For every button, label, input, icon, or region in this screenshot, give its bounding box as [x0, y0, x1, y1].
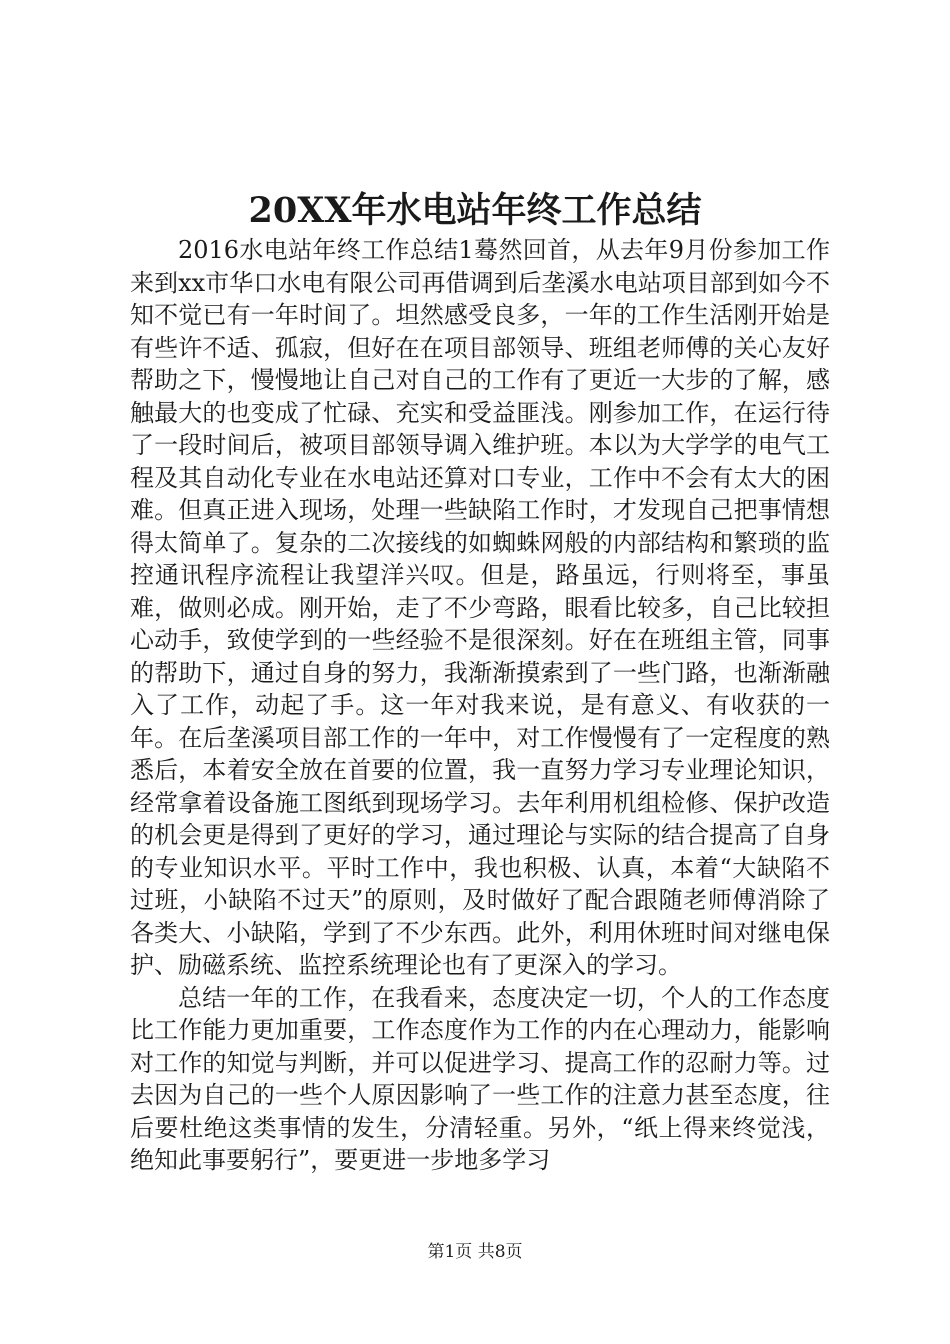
document-title: 20XX年水电站年终工作总结 [248, 190, 702, 231]
page-number-footer: 第1页 共8页 [427, 1242, 523, 1262]
document-body [130, 234, 830, 1177]
paragraph-1: 2016水电站年终工作总结1蓦然回首，从去年9月份参加工作来到xx市华口水电有限公司再借调到后垄溪水电站项目部到如今不知不觉已有一年时间了。坦然感受良多，一年的工作生活刚开始是有些许不适、孤寂，但好在在项目部领导、班组老师傅的关心友好帮助之下，慢慢地让自己对自己的工作有了更近一大步的了解，感触最大的也变成了忙碌、充实和受益匪浅。刚参加工作，在运行待了一段时间后，被项目部领导调入维护班。本以为大学学的电气工程及其自动化专业在水电站还算对口专业，工作中不会有太大的困难。但真正进入现场，处理一些缺陷工作时，才发现自己把事情想得太简单了。复杂的二次接线的如蜘蛛网般的内部结构和繁琐的监控通讯程序流程让我望洋兴叹。但是，路虽远，行则将至，事虽难，做则必成。刚开始，走了不少弯路，眼看比较多，自己比较担心动手，致使学到的一些经验不是很深刻。好在在班组主管，同事的帮助下，通过自身的努力，我渐渐摸索到了一些门路，也渐渐融入了工作，动起了手。这一年对我来说，是有意义、有收获的一年。在后垄溪项目部工作的一年中，对工作慢慢有了一定程度的熟悉后，本着安全放在首要的位置，我一直努力学习专业理论知识，经常拿着设备施工图纸到现场学习。去年利用机组检修、保护改造的机会更是得到了更好的学习，通过理论与实际的结合提高了自身的专业知识水平。平时工作中，我也积极、认真，本着“大缺陷不过班，小缺陷不过天”的原则，及时做好了配合跟随老师傅消除了各类大、小缺陷，学到了不少东西。此外，利用休班时间对继电保护、励磁系统、监控系统理论也有了更深入的学习。 [130, 236, 830, 979]
paragraph-2: 总结一年的工作，在我看来，态度决定一切，个人的工作态度比工作能力更加重要，工作态度作为工作的内在心理动力，能影响对工作的知觉与判断，并可以促进学习、提高工作的忍耐力等。过去因为自己的一些个人原因影响了一些工作的注意力甚至态度，往后要杜绝这类事情的发生，分清轻重。另外，“纸上得来终觉浅，绝知此事要躬行”，要更进一步地多学习 [130, 983, 830, 1174]
